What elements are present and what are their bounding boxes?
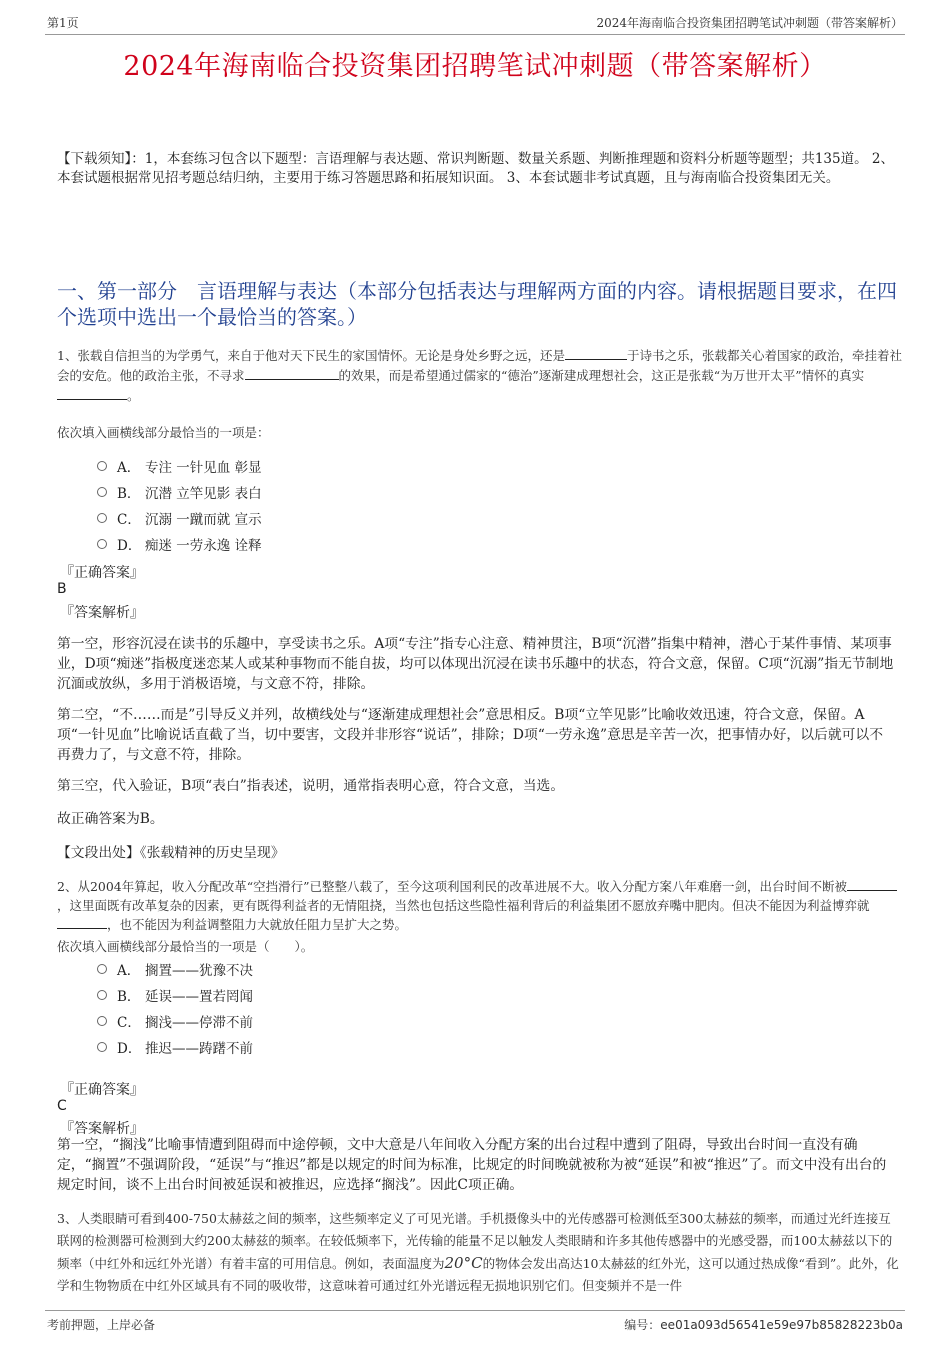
download-notice: 【下载须知】：1，本套练习包含以下题型：言语理解与表达题、常识判断题、数量关系题、判断推理题和资料分析题等题型；共135道。 2、本套试题根据常见招考题总结归纳，主要用于练习答题思路和拓展知识面。 3、本套试题非考试真题，且与海南临合投资集团无关。 [57,151,894,186]
section-heading: 一、第一部分 言语理解与表达（本部分包括表达与理解两方面的内容。请根据题目要求，在四个选项中选出一个最恰当的答案。） [57,279,897,329]
option-b[interactable]: B． 沉潜 立竿见影 表白 [97,479,262,505]
analysis-paragraph: 第三空，代入验证，B项“表白”指表述，说明，通常指表明心意，符合文意，当选。 [57,778,565,794]
option-c[interactable]: C． 搁浅——停滞不前 [97,1008,253,1034]
option-d[interactable]: D． 推迟——踌躇不前 [97,1034,253,1060]
temperature-value: 20°C [444,1254,483,1272]
question-1-options [97,453,262,557]
page-number: 第1页 [47,16,79,30]
radio-icon[interactable] [97,461,107,471]
radio-icon[interactable] [97,513,107,523]
analysis-paragraph: 第一空，形容沉浸在读书的乐趣中，享受读书之乐。A项“专注”指专心注意、精神贯注，B项“沉潜”指集中精神，潜心于某件事情、某项事业，D项“痴迷”指极度迷恋某人或某种事物而不能自拔，均可以体现出沉浸在读书乐趣中的状态，符合文意，保留。C项“沉溺”指无节制地沉湎或放纵，多用于消极语境，与文意不符，排除。 [57,636,894,692]
fill-blank [57,386,127,400]
analysis-label: 『答案解析』 [60,1121,144,1137]
radio-icon[interactable] [97,964,107,974]
fill-blank [565,346,627,360]
radio-icon[interactable] [97,487,107,497]
question-2-prompt: 依次填入画横线部分最恰当的一项是（ ）。 [57,939,314,954]
correct-answer-label: 『正确答案』 [60,565,144,581]
analysis-paragraph: 第二空，“不……而是”引导反义并列，故横线处与“逐渐建成理想社会”意思相反。B项“立竿见影”比喻收效迅速，符合文意，保留。A项“一针见血”比喻说话直截了当，切中要害，文段并非形容“说话”，排除；D项“一劳永逸”意思是辛苦一次，把事情办好，以后就可以不再费力了，与文意不符，排除。 [57,707,884,763]
fill-blank [57,915,107,929]
fill-blank [847,877,897,891]
fill-blank [245,366,339,380]
question-1-prompt: 依次填入画横线部分最恰当的一项是： [57,425,270,440]
radio-icon[interactable] [97,1042,107,1052]
question-2-stem: 2、从2004年算起，收入分配改革“空挡滑行”已整整八载了，至今这项利国利民的改革进展不大。收入分配方案八年难磨一剑，出台时间不断被，这里面既有改革复杂的因素，更有既得利益者的无情阻挠，当然也包括这些隐性福利背后的利益集团不愿放弃嘴中肥肉。但决不能因为利益博弈就，也不能因为利益调整阻力大就放任阻力呈扩大之势。 [57,877,902,934]
header-doc-title: 2024年海南临合投资集团招聘笔试冲刺题（带答案解析） [596,16,903,30]
option-b[interactable]: B． 延误——置若罔闻 [97,982,253,1008]
document-title: 2024年海南临合投资集团招聘笔试冲刺题（带答案解析） [123,51,827,82]
option-c[interactable]: C． 沉溺 一蹴而就 宣示 [97,505,262,531]
question-2-options [97,956,253,1060]
source-citation: 【文段出处】《张载精神的历史呈现》 [57,845,285,861]
document-code: 编号：ee01a093d56541e59e97b85828223b0a [624,1318,903,1332]
analysis-paragraph: 第一空，“搁浅”比喻事情遭到阻碍而中途停顿，文中大意是八年间收入分配方案的出台过程中遭到了阻碍，导致出台时间一直没有确定，“搁置”不强调阶段，“延误”与“推迟”都是以规定的时间为标准，比规定的时间晚就被称为被“延误”和被“推迟”了。而文中没有出台的规定时间，谈不上出台时间被延误和被推迟，应选择“搁浅”。因此C项正确。 [57,1137,887,1193]
analysis-conclusion: 故正确答案为B。 [57,811,164,827]
option-a[interactable]: A． 专注 一针见血 彰显 [97,453,262,479]
radio-icon[interactable] [97,1016,107,1026]
question-3-stem: 3、人类眼睛可看到400-750太赫兹之间的频率，这些频率定义了可见光谱。手机摄像头中的光传感器可检测低至300太赫兹的频率，而通过光纤连接互联网的检测器可检测到大约200太赫兹的频率。在较低频率下，光传输的能量不足以触发人类眼睛和许多其他传感器中的光感受器，而100太赫兹以下的频率（中红外和远红外光谱）有着丰富的可用信息。例如，表面温度为20°C的物体会发出高达10太赫兹的红外光，这可以通过热成像“看到”。此外，化学和生物物质在中红外区域具有不同的吸收带，这意味着可通过红外光谱远程无损地识别它们。但变频并不是一件 [57,1211,899,1293]
analysis-label: 『答案解析』 [60,605,144,621]
option-d[interactable]: D． 痴迷 一劳永逸 诠释 [97,531,262,557]
question-1-stem: 1、张载自信担当的为学勇气，来自于他对天下民生的家国情怀。无论是身处乡野之远，还是 于诗书之乐，张载都关心着国家的政治，牵挂着社会的安危。他的政治主张，不寻求 的效果，而是希望通过儒家的“德治”逐渐建成理想社会，这正是张载“为万世开太平”情怀的真实。 [57,348,902,403]
radio-icon[interactable] [97,990,107,1000]
page-header [45,14,905,35]
correct-answer-label: 『正确答案』 [60,1082,144,1098]
page-footer [45,1310,905,1335]
correct-answer: C [57,1098,67,1114]
radio-icon[interactable] [97,539,107,549]
option-a[interactable]: A． 搁置——犹豫不决 [97,956,253,982]
correct-answer: B [57,581,67,597]
footer-slogan: 考前押题，上岸必备 [47,1318,156,1332]
